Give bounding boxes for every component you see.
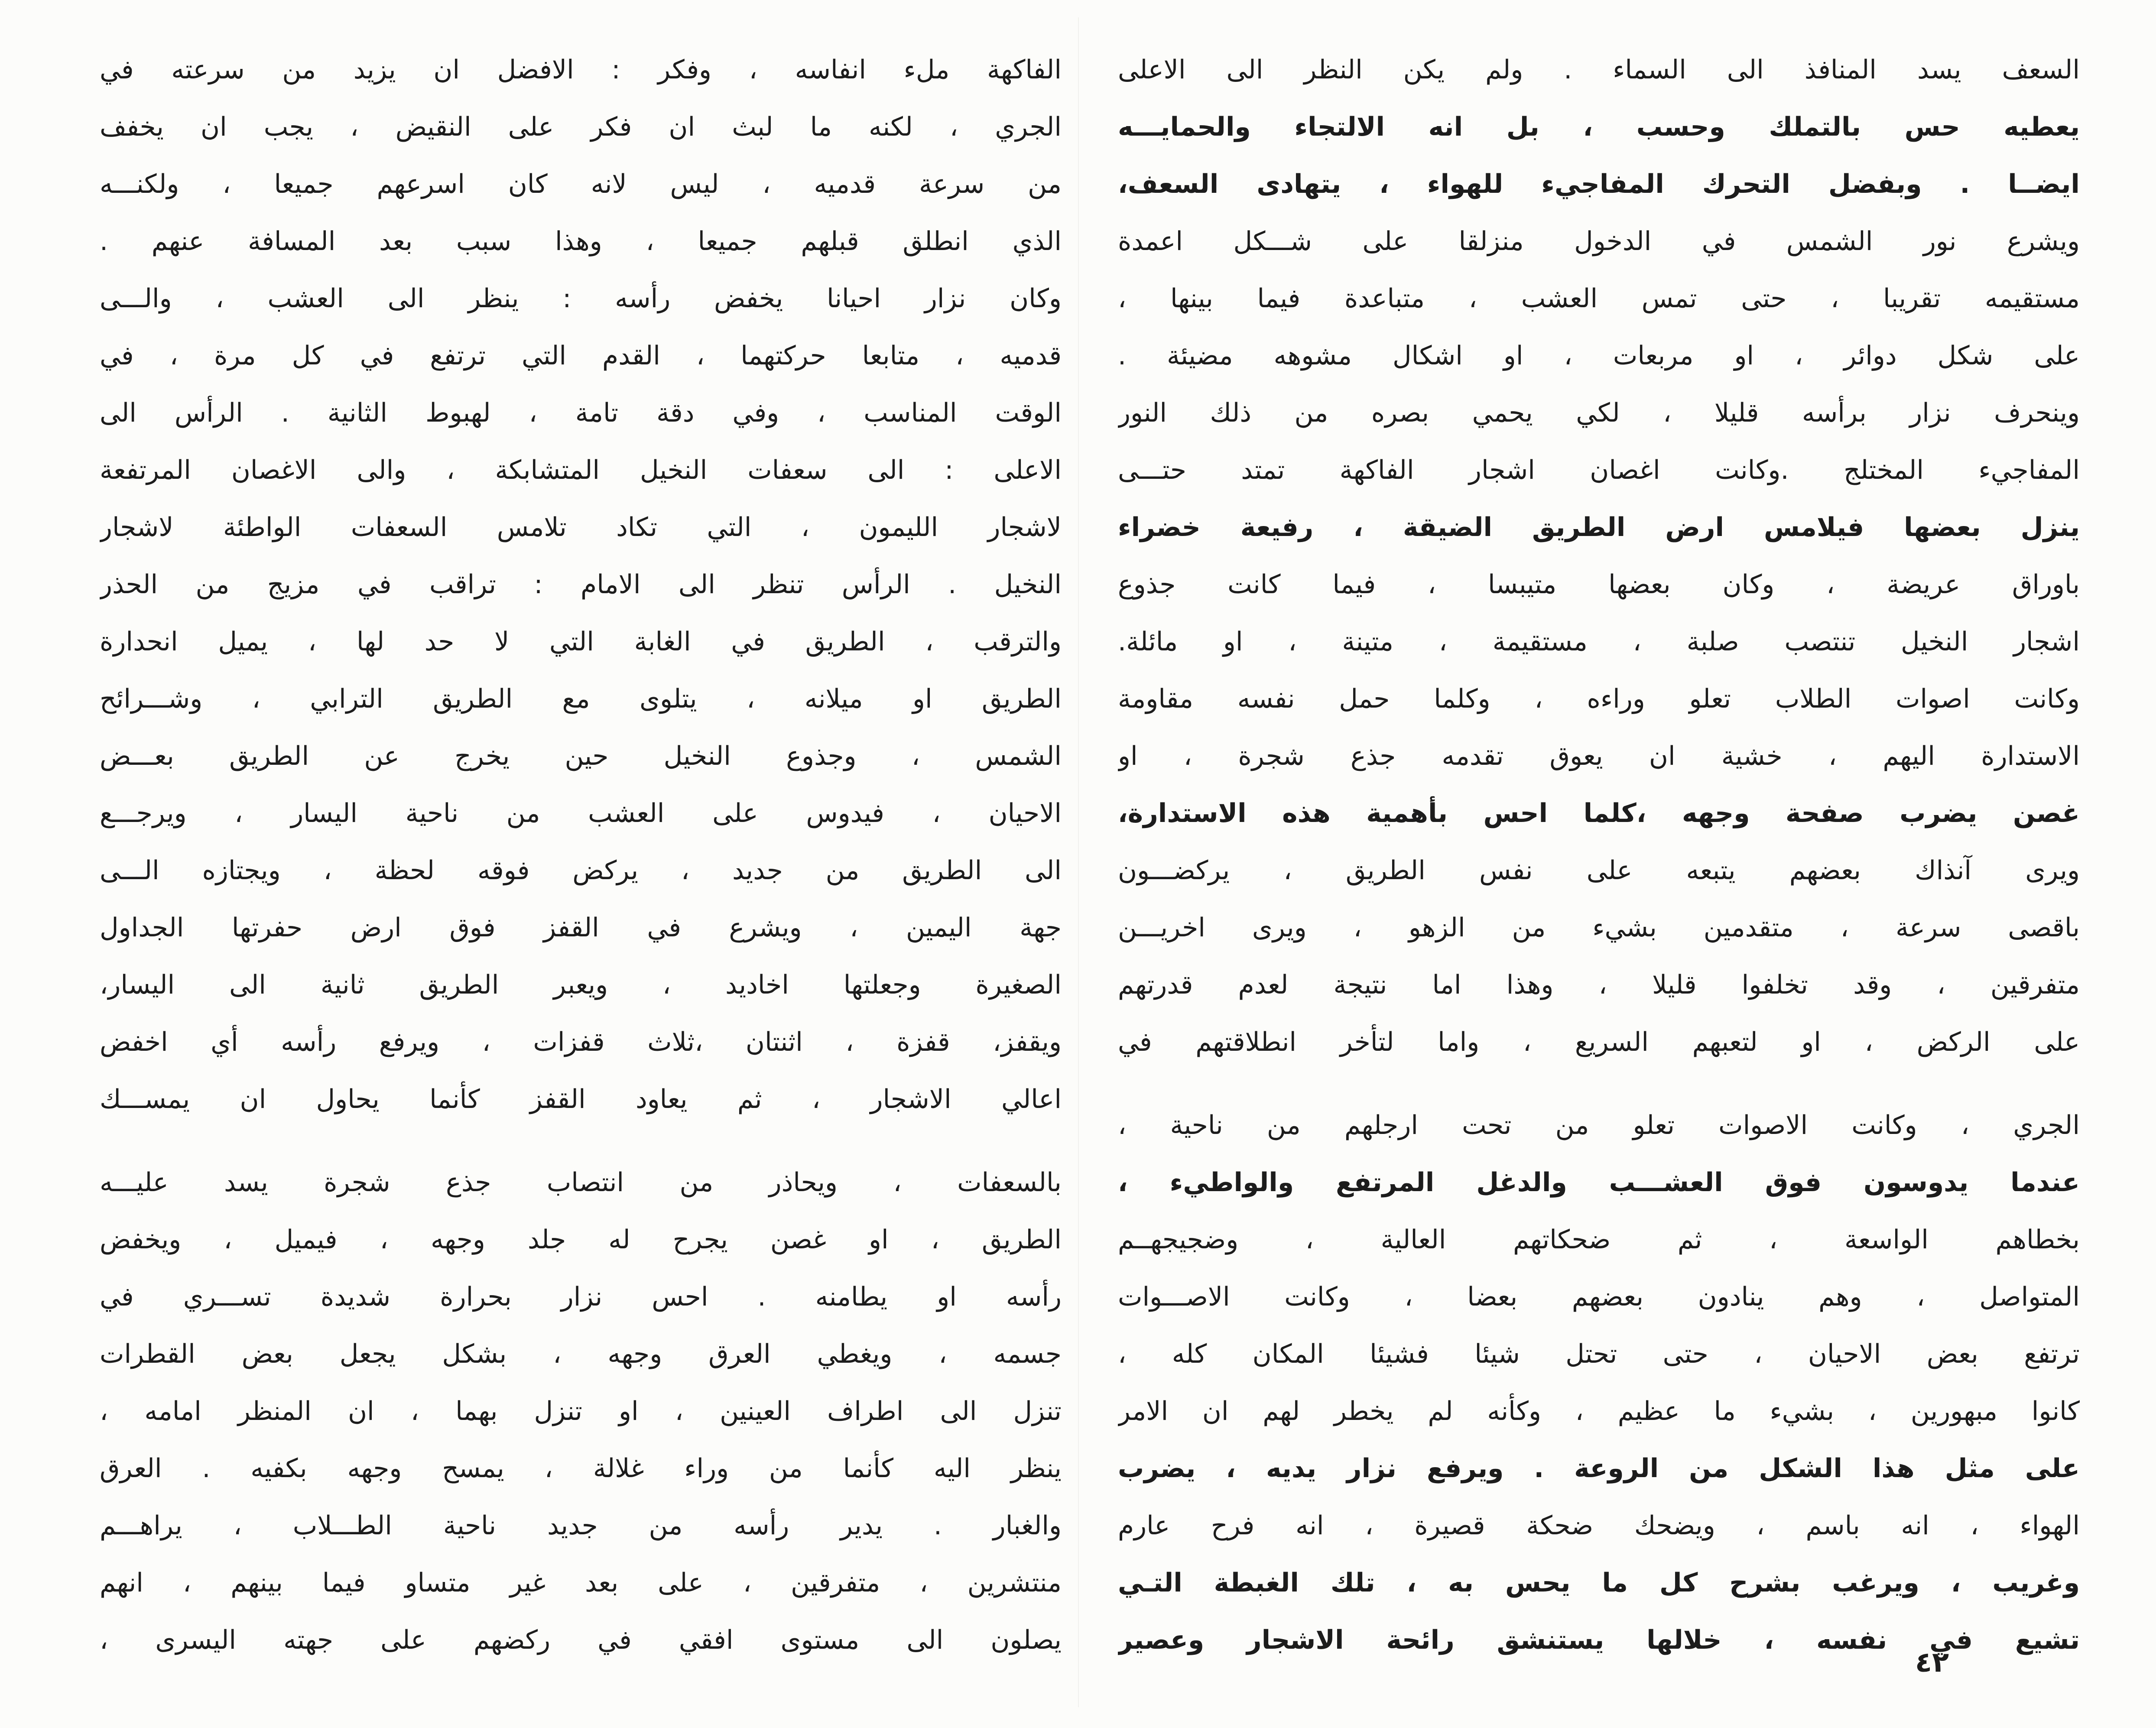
text-line: وينحرف نزار برأسه قليلا ، لكي يحمي بصره من ذلك النور — [1118, 398, 2080, 428]
text-line: الجري ، لكنه ما لبث ان فكر على النقيض ، يجب ان يخفف — [100, 112, 1062, 142]
text-line: الهواء ، انه باسم ، ويضحك ضحكة قصيرة ، انه فرح عارم — [1118, 1510, 2080, 1541]
left-text-column — [100, 41, 1062, 1669]
text-line: قدميه ، متابعا حركتهما ، القدم التي ترتفع في كل مرة ، في — [100, 341, 1062, 371]
text-line: غصن يضرب صفحة وجهه ،كلما احس بأهمية هذه الاستدارة، — [1118, 798, 2080, 828]
paragraph-gap — [100, 1128, 1062, 1154]
text-line: من سرعة قدميه ، ليس لانه كان اسرعهم جميعا ، ولكنـــه — [100, 169, 1062, 199]
text-line: كانوا مبهورين ، بشيء ما عظيم ، وكأنه لم يخطر لهم ان الامر — [1118, 1396, 2080, 1426]
text-line: الطريق او ميلانه ، يتلوى مع الطريق الترابي ، وشـــرائح — [100, 684, 1062, 714]
text-line: الاحيان ، فيدوس على العشب من ناحية اليسار ، ويرجـــع — [100, 798, 1062, 828]
text-line: على شكل دوائر ، او مربعات ، او اشكال مشوهه مضيئة . — [1118, 341, 2080, 371]
text-line: وكان نزار احيانا يخفض رأسه : ينظر الى العشب ، والـــى — [100, 283, 1062, 314]
text-line: جهة اليمين ، ويشرع في القفز فوق ارض حفرتها الجداول — [100, 913, 1062, 943]
text-line: الشمس ، وجذوع النخيل حين يخرج عن الطريق بعـــض — [100, 741, 1062, 771]
text-line: وغريب ، ويرغب بشرح كل ما يحس به ، تلك الغبطة التـي — [1118, 1568, 2080, 1598]
text-line: باوراق عريضة ، وكان بعضها متيبسا ، فيما كانت جذوع — [1118, 569, 2080, 600]
text-line: ينظر اليه كأنما من وراء غلالة ، يمسح وجهه بكفيه . العرق — [100, 1453, 1062, 1484]
text-line: النخيل . الرأس تنظر الى الامام : تراقب في مزيج من الحذر — [100, 569, 1062, 600]
text-line: الى الطريق من جديد ، يركض فوقه لحظة ، ويجتازه الـــى — [100, 855, 1062, 886]
page-number: ٤٢ — [1915, 1647, 1949, 1679]
text-line: بخطاهم الواسعة ، ثم ضحكاتهم العالية ، وضجيجهــم — [1118, 1225, 2080, 1255]
text-line: الصغيرة وجعلتها اخاديد ، ويعبر الطريق ثانية الى اليسار، — [100, 970, 1062, 1000]
text-line: المفاجيء المختلج .وكانت اغصان اشجار الفاكهة تمتد حتـــى — [1118, 455, 2080, 485]
text-line: ويشرع نور الشمس في الدخول منزلقا على شـــكل اعمدة — [1118, 226, 2080, 257]
text-line: الذي انطلق قبلهم جميعا ، وهذا سبب بعد المسافة عنهم . — [100, 226, 1062, 257]
text-line: الاستدارة اليهم ، خشية ان يعوق تقدمه جذع شجرة ، او — [1118, 741, 2080, 771]
text-line: ايضــا . وبفضل التحرك المفاجيء للهواء ، يتهادى السعف، — [1118, 169, 2080, 199]
text-line: المتواصل ، وهم ينادون بعضهم بعضا ، وكانت الاصـــوات — [1118, 1282, 2080, 1312]
text-line: متفرقين ، وقد تخلفوا قليلا ، وهذا اما نتيجة لعدم قدرتهم — [1118, 970, 2080, 1000]
text-line: والغبار . يدير رأسه من جديد ناحية الطـــلاب ، يراهـــم — [100, 1510, 1062, 1541]
text-line: رأسه او يطامنه . احس نزار بحرارة شديدة تســـري في — [100, 1282, 1062, 1312]
right-text-column — [1118, 41, 2080, 1669]
text-line: يصلون الى مستوى افقي في ركضهم على جهته اليسرى ، — [100, 1625, 1062, 1655]
text-line: اشجار النخيل تنتصب صلبة ، مستقيمة ، متينة ، او مائلة. — [1118, 627, 2080, 657]
text-line: الوقت المناسب ، وفي دقة تامة ، لهبوط الثانية . الرأس الى — [100, 398, 1062, 428]
text-line: وكانت اصوات الطلاب تعلو وراءه ، وكلما حمل نفسه مقاومة — [1118, 684, 2080, 714]
page-gutter — [1078, 17, 1079, 1707]
text-line: ويرى آنذاك بعضهم يتبعه على نفس الطريق ، يركضـــون — [1118, 855, 2080, 886]
text-line: السعف يسد المنافذ الى السماء . ولم يكن النظر الى الاعلى — [1118, 55, 2080, 85]
text-line: الاعلى : الى سعفات النخيل المتشابكة ، والى الاغصان المرتفعة — [100, 455, 1062, 485]
text-line: ينزل بعضها فيلامس ارض الطريق الضيقة ، رفيعة خضراء — [1118, 512, 2080, 542]
text-line: تشيع في نفسه ، خلالها يستنشق رائحة الاشجار وعصير — [1118, 1625, 2080, 1655]
text-line: منتشرين ، متفرقين ، على بعد غير متساو فيما بينهم ، انهم — [100, 1568, 1062, 1598]
paragraph-gap — [1118, 1071, 2080, 1097]
text-line: جسمه ، ويغطي العرق وجهه ، بشكل يجعل بعض القطرات — [100, 1339, 1062, 1369]
text-line: والترقب ، الطريق في الغابة التي لا حد لها ، يميل انحدارة — [100, 627, 1062, 657]
text-line: ترتفع بعض الاحيان ، حتى تحتل شيئا فشيئا المكان كله ، — [1118, 1339, 2080, 1369]
text-line: يعطيه حس بالتملك وحسب ، بل انه الالتجاء والحمايـــه — [1118, 112, 2080, 142]
text-line: الفاكهة ملء انفاسه ، وفكر : الافضل ان يزيد من سرعته في — [100, 55, 1062, 85]
text-line: الجري ، وكانت الاصوات تعلو من تحت ارجلهم من ناحية ، — [1118, 1110, 2080, 1140]
text-line: باقصى سرعة ، متقدمين بشيء من الزهو ، ويرى اخريـــن — [1118, 913, 2080, 943]
text-line: اعالي الاشجار ، ثم يعاود القفز كأنما يحاول ان يمســـك — [100, 1084, 1062, 1114]
text-line: لاشجار الليمون ، التي تكاد تلامس السعفات الواطئة لاشجار — [100, 512, 1062, 542]
text-line: عندما يدوسون فوق العشـــب والدغل المرتفع والواطيء ، — [1118, 1167, 2080, 1198]
text-line: على مثل هذا الشكل من الروعة . ويرفع نزار يديه ، يضرب — [1118, 1453, 2080, 1484]
text-line: تنزل الى اطراف العينين ، او تنزل بهما ، ان المنظر امامه ، — [100, 1396, 1062, 1426]
text-line: الطريق ، او غصن يجرح له جلد وجهه ، فيميل ، ويخفض — [100, 1225, 1062, 1255]
text-line: مستقيمه تقريبا ، حتى تمس العشب ، متباعدة فيما بينها ، — [1118, 283, 2080, 314]
text-line: ويقفز، قفزة ، اثنتان ،ثلاث قفزات ، ويرفع رأسه أي اخفض — [100, 1027, 1062, 1057]
text-line: بالسعفات ، ويحاذر من انتصاب جذع شجرة يسد عليـــه — [100, 1167, 1062, 1198]
text-line: على الركض ، او لتعبهم السريع ، واما لتأخر انطلاقتهم في — [1118, 1027, 2080, 1057]
